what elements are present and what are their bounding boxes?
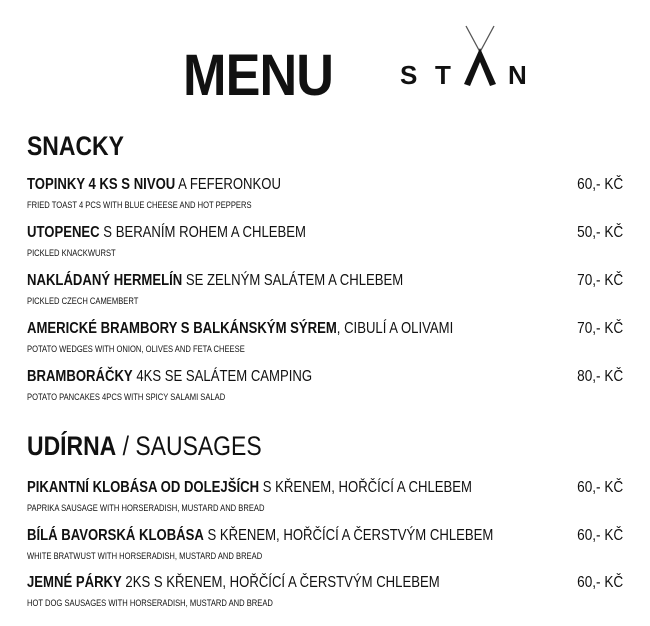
item-name-rest: , CIBULÍ A OLIVAMI — [336, 320, 454, 337]
item-name-rest: S BERANÍM ROHEM A CHLEBEM — [99, 224, 306, 241]
logo-letter-n: N — [508, 60, 527, 90]
item-name — [27, 176, 281, 194]
item-name-rest: 4KS SE SALÁTEM CAMPING — [132, 368, 313, 385]
tent-icon — [460, 22, 500, 88]
item-name — [27, 272, 403, 290]
logo-letter-t: T — [435, 60, 451, 90]
item-price: 50,- KČ — [576, 224, 623, 241]
item-name-bold: TOPINKY 4 KS S NIVOU — [27, 176, 176, 193]
item-price: 70,- KČ — [576, 272, 623, 289]
menu-item — [27, 224, 623, 259]
menu-title: MENU — [183, 43, 334, 108]
menu-item — [27, 527, 623, 562]
item-name-bold: BÍLÁ BAVORSKÁ KLOBÁSA — [27, 527, 204, 544]
item-price: 60,- KČ — [576, 176, 623, 193]
section-name: UDÍRNA — [27, 431, 117, 461]
menu-item — [27, 574, 623, 609]
section-subtitle: / SAUSAGES — [116, 431, 262, 461]
item-price: 70,- KČ — [576, 320, 623, 337]
item-price: 60,- KČ — [576, 574, 623, 591]
item-name — [27, 320, 453, 338]
item-name — [27, 224, 306, 242]
menu-item — [27, 272, 623, 307]
item-price: 60,- KČ — [576, 479, 623, 496]
item-name-rest: A FEFERONKOU — [175, 176, 281, 193]
item-name-bold: PIKANTNÍ KLOBÁSA OD DOLEJŠÍCH — [27, 479, 260, 496]
item-name — [27, 479, 472, 497]
item-name-bold: NAKLÁDANÝ HERMELÍN — [27, 272, 183, 289]
item-name-rest: SE ZELNÝM SALÁTEM A CHLEBEM — [182, 272, 404, 289]
item-price: 80,- KČ — [576, 368, 623, 385]
item-name-rest: S KŘENEM, HOŘČÍCÍ A CHLEBEM — [259, 479, 472, 496]
section-heading — [27, 131, 124, 162]
item-translation: FRIED TOAST 4 PCS WITH BLUE CHEESE AND HOT PEPPERS — [27, 200, 252, 211]
item-price: 60,- KČ — [576, 527, 623, 544]
item-name — [27, 574, 440, 592]
item-name-bold: AMERICKÉ BRAMBORY S BALKÁNSKÝM SÝREM — [27, 320, 337, 337]
item-name-rest: S KŘENEM, HOŘČÍCÍ A ČERSTVÝM CHLEBEM — [203, 527, 494, 544]
menu-item — [27, 479, 623, 514]
logo-letter-s: S — [400, 60, 418, 90]
section-name: SNACKY — [27, 131, 124, 161]
item-name-bold: BRAMBORÁČKY — [27, 368, 133, 385]
item-name — [27, 368, 312, 386]
item-translation: HOT DOG SAUSAGES WITH HORSERADISH, MUSTARD AND BREAD — [27, 598, 273, 609]
item-translation: WHITE BRATWUST WITH HORSERADISH, MUSTARD AND BREAD — [27, 551, 263, 562]
item-translation: POTATO WEDGES WITH ONION, OLIVES AND FETA CHEESE — [27, 344, 245, 355]
menu-item — [27, 176, 623, 211]
item-name-bold: JEMNÉ PÁRKY — [27, 574, 122, 591]
item-translation: POTATO PANCAKES 4PCS WITH SPICY SALAMI SALAD — [27, 392, 226, 403]
item-translation: PAPRIKA SAUSAGE WITH HORSERADISH, MUSTARD AND BREAD — [27, 503, 265, 514]
item-translation: PICKLED KNACKWURST — [27, 248, 116, 259]
menu-item — [27, 368, 623, 403]
menu-item — [27, 320, 623, 355]
item-translation: PICKLED CZECH CAMEMBERT — [27, 296, 139, 307]
item-name-rest: 2KS S KŘENEM, HOŘČÍCÍ A ČERSTVÝM CHLEBEM — [121, 574, 440, 591]
item-name-bold: UTOPENEC — [27, 224, 100, 241]
stan-logo — [398, 22, 530, 92]
item-name — [27, 527, 493, 545]
section-heading — [27, 431, 262, 462]
